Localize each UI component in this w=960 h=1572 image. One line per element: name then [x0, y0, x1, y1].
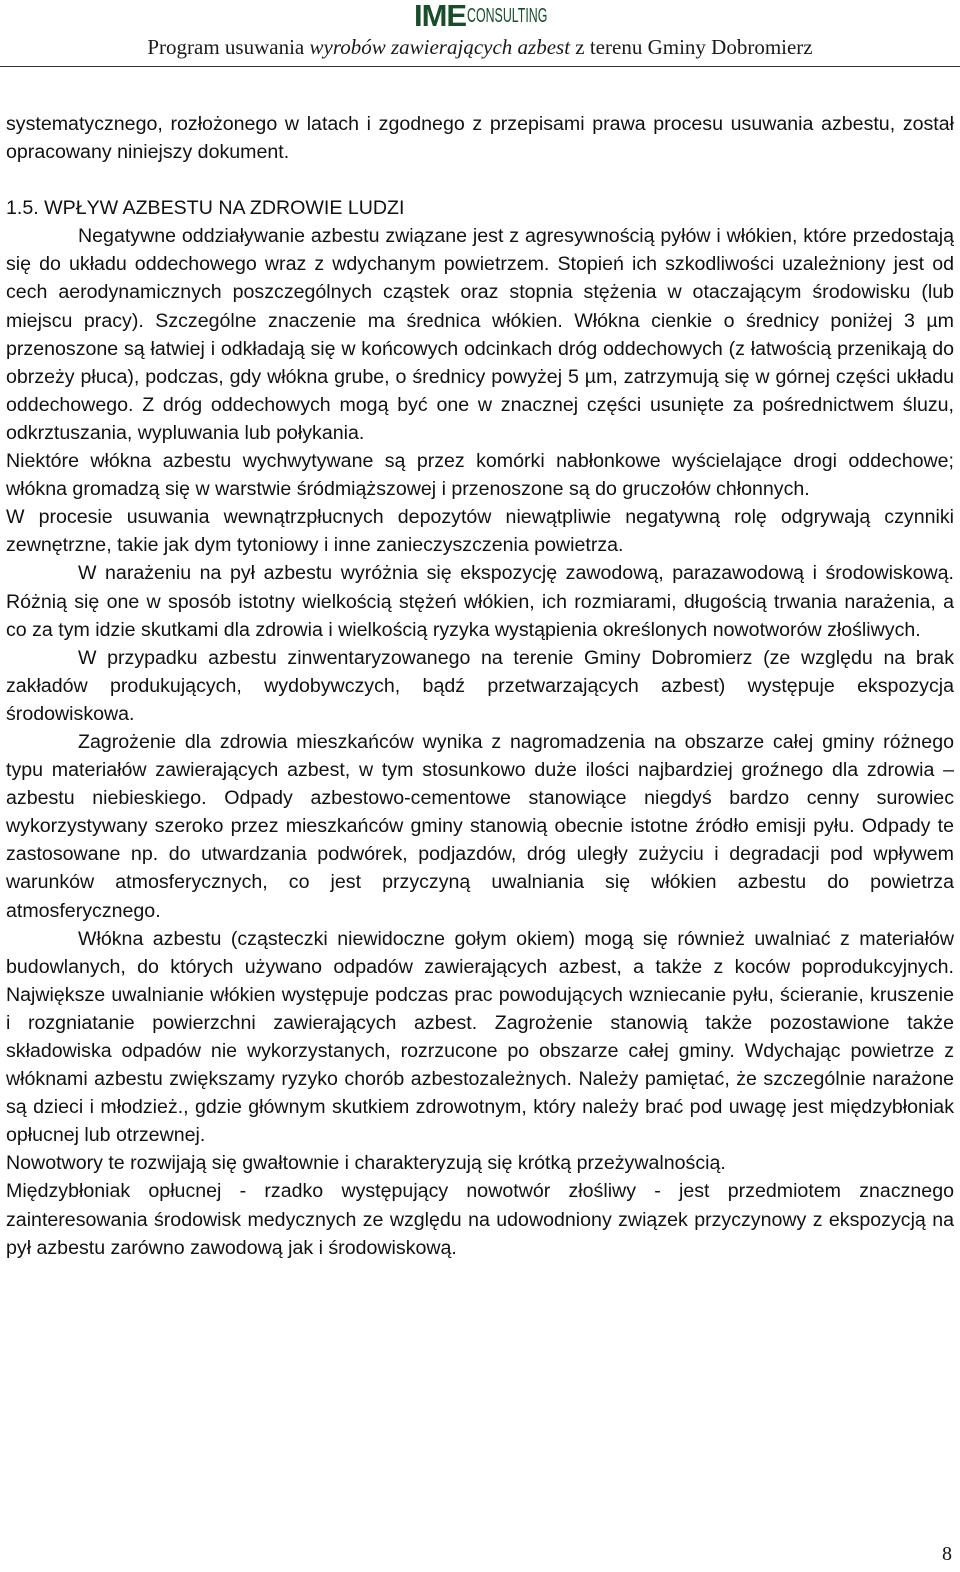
logo-consulting-text: CONSULTING [467, 5, 548, 27]
title-part-2: z terenu Gminy Dobromierz [570, 35, 813, 59]
document-title [0, 34, 960, 60]
paragraph-environmental-exposure: W przypadku azbestu zinwentaryzowanego na terenie Gminy Dobromierz (ze względu na brak zakładów produkujących, wydobywczych, bądź przetwarzających azbest) występuje ekspozycja środowiskowa. [6, 646, 954, 725]
paragraph-removal-process: W procesie usuwania wewnątrzpłucnych depozytów niewątpliwie negatywną rolę odgrywają czynniki zewnętrzne, takie jak dym tytoniowy i inne zanieczyszczenia powietrza. [6, 506, 954, 557]
paragraph-mesothelioma: Międzybłoniak opłucnej - rzadko występujący nowotwór złośliwy - jest przedmiotem znacznego zainteresowania środowisk medycznych ze względu na udowodniony związek przyczynowy z ekspozycją na pył azbestu zarówno zawodową jak i środowiskową. [6, 1180, 954, 1259]
paragraph-health-threat: Zagrożenie dla zdrowia mieszkańców wynika z nagromadzenia na obszarze całej gminy różnego typu materiałów zawierających azbest, w tym stosunkowo duże ilości najbardziej groźnego dla zdrowia – azbestu niebieskiego. Odpady azbestowo-cementowe stanowiące niegdyś bardzo cenny surowiec wykorzystywany szeroko przez mieszkańców gminy stanowią obecnie istotne źródło emisji pyłu. Odpady te zastosowane np. do utwardzania podwórek, podjazdów, dróg uległy zużyciu i degradacji pod wpływem warunków atmosferycznych, co jest przyczyną uwalniania się włókien azbestu do powietrza atmosferycznego. [6, 730, 954, 922]
paragraph-negative-effects: Negatywne oddziaływanie azbestu związane jest z agresywnością pyłów i włókien, które przedostają się do układu oddechowego wraz z wdychanym powietrzem. Stopień ich szkodliwości uzależniony jest od cech aerodynamicznych poszczególnych cząstek oraz stopnia stężenia w otaczającym środowisku (lub miejscu pracy). Szczególne znaczenie ma średnica włókien. Włókna cienkie o średnicy poniżej 3 µm przenoszone są łatwiej i odkładają się w końcowych odcinkach dróg oddechowych (z łatwością przenikają do obrzeży płuca), podczas, gdy włókna grube, o średnicy powyżej 5 µm, zatrzymują się w górnej części układu oddechowego. Z dróg oddechowych mogą być one w znacznej części usunięte za pośrednictwem śluzu, odkrztuszania, wypluwania lub połykania. [6, 225, 954, 444]
paragraph-exposure-types: W narażeniu na pył azbestu wyróżnia się ekspozycję zawodową, parazawodową i środowiskową. Różnią się one w sposób istotny wielkością stężeń włókien, ich rozmiarami, długością trwania narażenia, a co za tym idzie skutkami dla zdrowia i wielkością ryzyka wystąpienia określonych nowotworów złośliwych. [6, 562, 954, 641]
header-divider [0, 66, 960, 67]
title-part-1: Program usuwania [147, 35, 310, 59]
ime-consulting-logo [414, 0, 597, 32]
logo-ime-text: IME [414, 0, 467, 33]
paragraph-tumors: Nowotwory te rozwijają się gwałtownie i charakteryzują się krótką przeżywalnością. [6, 1152, 726, 1175]
section-heading: 1.5. WPŁYW AZBESTU NA ZDROWIE LUDZI [6, 197, 405, 220]
paragraph-fiber-capture: Niektóre włókna azbestu wychwytywane są przez komórki nabłonkowe wyścielające drogi oddechowe; włókna gromadzą się w warstwie śródmiąższowej i przenoszone są do gruczołów chłonnych. [6, 450, 954, 501]
title-italic: wyrobów zawierających azbest [309, 35, 571, 59]
paragraph-intro: systematycznego, rozłożonego w latach i zgodnego z przepisami prawa procesu usuwania azbestu, został opracowany niniejszy dokument. [6, 113, 954, 164]
page-number: 8 [942, 1543, 952, 1565]
document-body [6, 110, 954, 1262]
paragraph-fiber-release: Włókna azbestu (cząsteczki niewidoczne gołym okiem) mogą się również uwalniać z materiałów budowlanych, do których używano odpadów zawierających azbest, a także z koców poprodukcyjnych. Największe uwalnianie włókien występuje podczas prac powodujących wzniecanie pyłu, ścieranie, kruszenie i rozgniatanie powierzchni zawierających azbest. Zagrożenie stanowią także pozostawione także składowiska odpadów nie wykorzystanych, rozrzucone po obszarze całej gminy. Wdychając powietrze z włóknami azbestu zwiększamy ryzyko chorób azbestozależnych. Należy pamiętać, że szczególnie narażone są dzieci i młodzież., gdzie głównym skutkiem zdrowotnym, który należy brać pod uwagę jest międzybłoniak opłucnej lub otrzewnej. [6, 927, 954, 1147]
